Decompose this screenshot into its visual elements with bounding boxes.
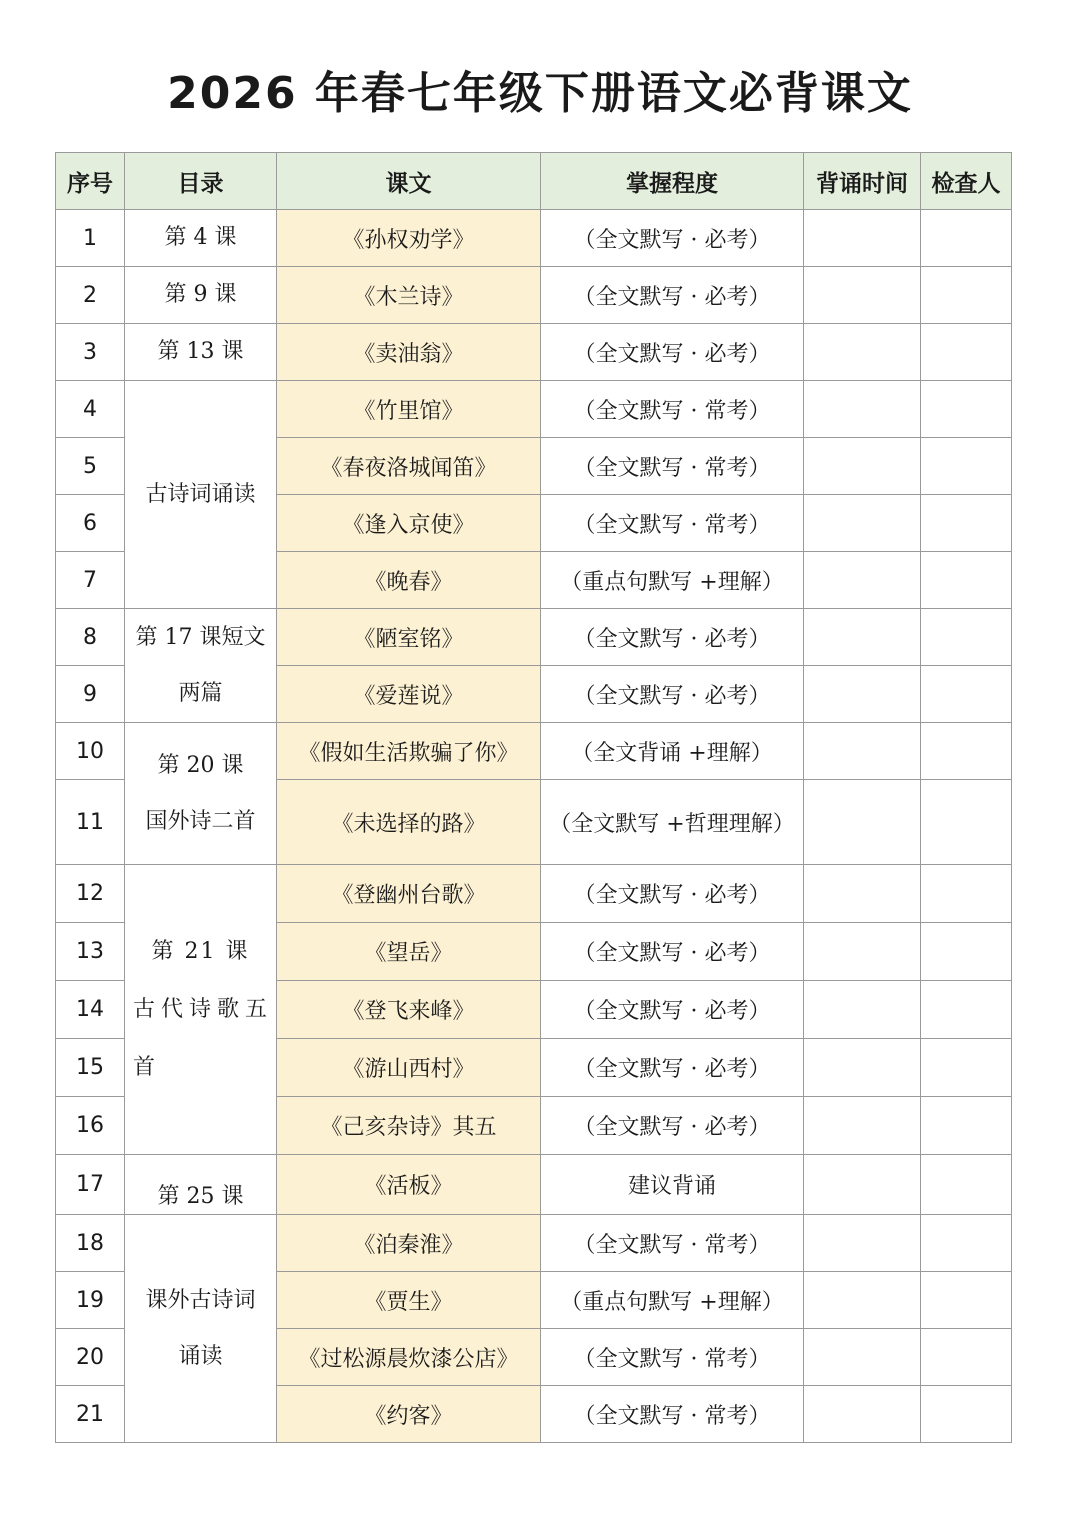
row-number: 18 <box>56 1215 125 1272</box>
checker-cell[interactable] <box>921 1039 1012 1097</box>
group-label-line: 诵读 <box>178 1343 223 1369</box>
table-row <box>56 865 1012 923</box>
row-number: 8 <box>56 609 125 666</box>
level-cell: （重点句默写 +理解） <box>541 1272 804 1329</box>
checker-cell[interactable] <box>921 1272 1012 1329</box>
row-number: 1 <box>56 210 125 267</box>
level-cell: （重点句默写 +理解） <box>541 552 804 609</box>
row-number: 5 <box>56 438 125 495</box>
level-cell: 建议背诵 <box>541 1155 804 1215</box>
recitation-table <box>55 152 1012 1443</box>
checker-cell[interactable] <box>921 865 1012 923</box>
text-cell: 《陋室铭》 <box>277 609 541 666</box>
level-cell: （全文默写 · 常考） <box>541 1215 804 1272</box>
row-number: 10 <box>56 723 125 780</box>
group-label-line: 第 17 课短文 <box>135 624 266 650</box>
level-cell: （全文默写 · 必考） <box>541 210 804 267</box>
group-label-line: 国外诗二首 <box>145 808 256 834</box>
time-cell[interactable] <box>804 495 921 552</box>
checker-cell[interactable] <box>921 923 1012 981</box>
checker-cell[interactable] <box>921 1155 1012 1215</box>
time-cell[interactable] <box>804 666 921 723</box>
level-cell: （全文默写 +哲理理解） <box>541 780 804 865</box>
group-label-line: 古代诗歌五 <box>133 996 274 1022</box>
time-cell[interactable] <box>804 381 921 438</box>
table-row <box>56 381 1012 438</box>
row-number: 7 <box>56 552 125 609</box>
checker-cell[interactable] <box>921 780 1012 865</box>
group-cell <box>125 609 277 723</box>
group-cell: 第 25 课 <box>125 1155 277 1215</box>
level-cell: （全文默写 · 必考） <box>541 666 804 723</box>
row-number: 9 <box>56 666 125 723</box>
time-cell[interactable] <box>804 210 921 267</box>
checker-cell[interactable] <box>921 666 1012 723</box>
group-cell: 古诗词诵读 <box>125 381 277 609</box>
checker-cell[interactable] <box>921 1329 1012 1386</box>
time-cell[interactable] <box>804 1386 921 1443</box>
header-level: 掌握程度 <box>541 153 804 210</box>
header-no: 序号 <box>56 153 125 210</box>
text-cell: 《登幽州台歌》 <box>277 865 541 923</box>
row-number: 13 <box>56 923 125 981</box>
level-cell: （全文默写 · 必考） <box>541 1039 804 1097</box>
table-row <box>56 267 1012 324</box>
header-row <box>56 153 1012 210</box>
group-cell: 第 13 课 <box>125 324 277 381</box>
time-cell[interactable] <box>804 780 921 865</box>
row-number: 20 <box>56 1329 125 1386</box>
text-cell: 《泊秦淮》 <box>277 1215 541 1272</box>
time-cell[interactable] <box>804 267 921 324</box>
header-text: 课文 <box>277 153 541 210</box>
group-label-line: 两篇 <box>178 680 223 706</box>
group-label-line: 第 21 课 <box>151 938 250 964</box>
table-row <box>56 210 1012 267</box>
level-cell: （全文默写 · 必考） <box>541 267 804 324</box>
text-cell: 《贾生》 <box>277 1272 541 1329</box>
table-row <box>56 324 1012 381</box>
text-cell: 《游山西村》 <box>277 1039 541 1097</box>
checker-cell[interactable] <box>921 552 1012 609</box>
row-number: 16 <box>56 1097 125 1155</box>
text-cell: 《卖油翁》 <box>277 324 541 381</box>
time-cell[interactable] <box>804 1329 921 1386</box>
table-row <box>56 609 1012 666</box>
time-cell[interactable] <box>804 1097 921 1155</box>
text-cell: 《木兰诗》 <box>277 267 541 324</box>
row-number: 12 <box>56 865 125 923</box>
checker-cell[interactable] <box>921 495 1012 552</box>
text-cell: 《约客》 <box>277 1386 541 1443</box>
group-cell <box>125 1215 277 1443</box>
row-number: 21 <box>56 1386 125 1443</box>
header-directory: 目录 <box>125 153 277 210</box>
group-cell <box>125 865 277 1155</box>
text-cell: 《竹里馆》 <box>277 381 541 438</box>
page-title: 2026 年春七年级下册语文必背课文 <box>167 68 913 119</box>
level-cell: （全文默写 · 必考） <box>541 923 804 981</box>
time-cell[interactable] <box>804 438 921 495</box>
row-number: 14 <box>56 981 125 1039</box>
group-label-line: 首 <box>133 1054 162 1080</box>
checker-cell[interactable] <box>921 267 1012 324</box>
text-cell: 《活板》 <box>277 1155 541 1215</box>
row-number: 6 <box>56 495 125 552</box>
time-cell[interactable] <box>804 552 921 609</box>
level-cell: （全文默写 · 常考） <box>541 1329 804 1386</box>
text-cell: 《爱莲说》 <box>277 666 541 723</box>
time-cell[interactable] <box>804 1215 921 1272</box>
level-cell: （全文默写 · 必考） <box>541 981 804 1039</box>
checker-cell[interactable] <box>921 381 1012 438</box>
row-number: 19 <box>56 1272 125 1329</box>
checker-cell[interactable] <box>921 1215 1012 1272</box>
text-cell: 《孙权劝学》 <box>277 210 541 267</box>
level-cell: （全文默写 · 常考） <box>541 1386 804 1443</box>
text-cell: 《过松源晨炊漆公店》 <box>277 1329 541 1386</box>
row-number: 11 <box>56 780 125 865</box>
group-cell <box>125 723 277 865</box>
group-cell: 第 4 课 <box>125 210 277 267</box>
time-cell[interactable] <box>804 1155 921 1215</box>
checker-cell[interactable] <box>921 438 1012 495</box>
text-cell: 《春夜洛城闻笛》 <box>277 438 541 495</box>
text-cell: 《己亥杂诗》其五 <box>277 1097 541 1155</box>
header-checker: 检查人 <box>921 153 1012 210</box>
level-cell: （全文默写 · 常考） <box>541 381 804 438</box>
row-number: 4 <box>56 381 125 438</box>
level-cell: （全文默写 · 必考） <box>541 865 804 923</box>
checker-cell[interactable] <box>921 609 1012 666</box>
time-cell[interactable] <box>804 324 921 381</box>
level-cell: （全文默写 · 必考） <box>541 324 804 381</box>
group-cell: 第 9 课 <box>125 267 277 324</box>
text-cell: 《未选择的路》 <box>277 780 541 865</box>
text-cell: 《望岳》 <box>277 923 541 981</box>
checker-cell[interactable] <box>921 210 1012 267</box>
text-cell: 《逢入京使》 <box>277 495 541 552</box>
table-row <box>56 1155 1012 1215</box>
level-cell: （全文背诵 +理解） <box>541 723 804 780</box>
row-number: 2 <box>56 267 125 324</box>
checker-cell[interactable] <box>921 723 1012 780</box>
level-cell: （全文默写 · 必考） <box>541 609 804 666</box>
row-number: 3 <box>56 324 125 381</box>
checker-cell[interactable] <box>921 981 1012 1039</box>
level-cell: （全文默写 · 常考） <box>541 438 804 495</box>
text-cell: 《晚春》 <box>277 552 541 609</box>
time-cell[interactable] <box>804 865 921 923</box>
time-cell[interactable] <box>804 981 921 1039</box>
checker-cell[interactable] <box>921 1386 1012 1443</box>
row-number: 17 <box>56 1155 125 1215</box>
table-row <box>56 723 1012 780</box>
level-cell: （全文默写 · 必考） <box>541 1097 804 1155</box>
time-cell[interactable] <box>804 609 921 666</box>
time-cell[interactable] <box>804 923 921 981</box>
checker-cell[interactable] <box>921 1097 1012 1155</box>
row-number: 15 <box>56 1039 125 1097</box>
time-cell[interactable] <box>804 1039 921 1097</box>
group-label-line: 第 20 课 <box>157 752 244 778</box>
text-cell: 《假如生活欺骗了你》 <box>277 723 541 780</box>
text-cell: 《登飞来峰》 <box>277 981 541 1039</box>
level-cell: （全文默写 · 常考） <box>541 495 804 552</box>
table-row <box>56 1215 1012 1272</box>
group-label-line: 课外古诗词 <box>145 1287 256 1313</box>
header-time: 背诵时间 <box>804 153 921 210</box>
time-cell[interactable] <box>804 1272 921 1329</box>
checker-cell[interactable] <box>921 324 1012 381</box>
time-cell[interactable] <box>804 723 921 780</box>
